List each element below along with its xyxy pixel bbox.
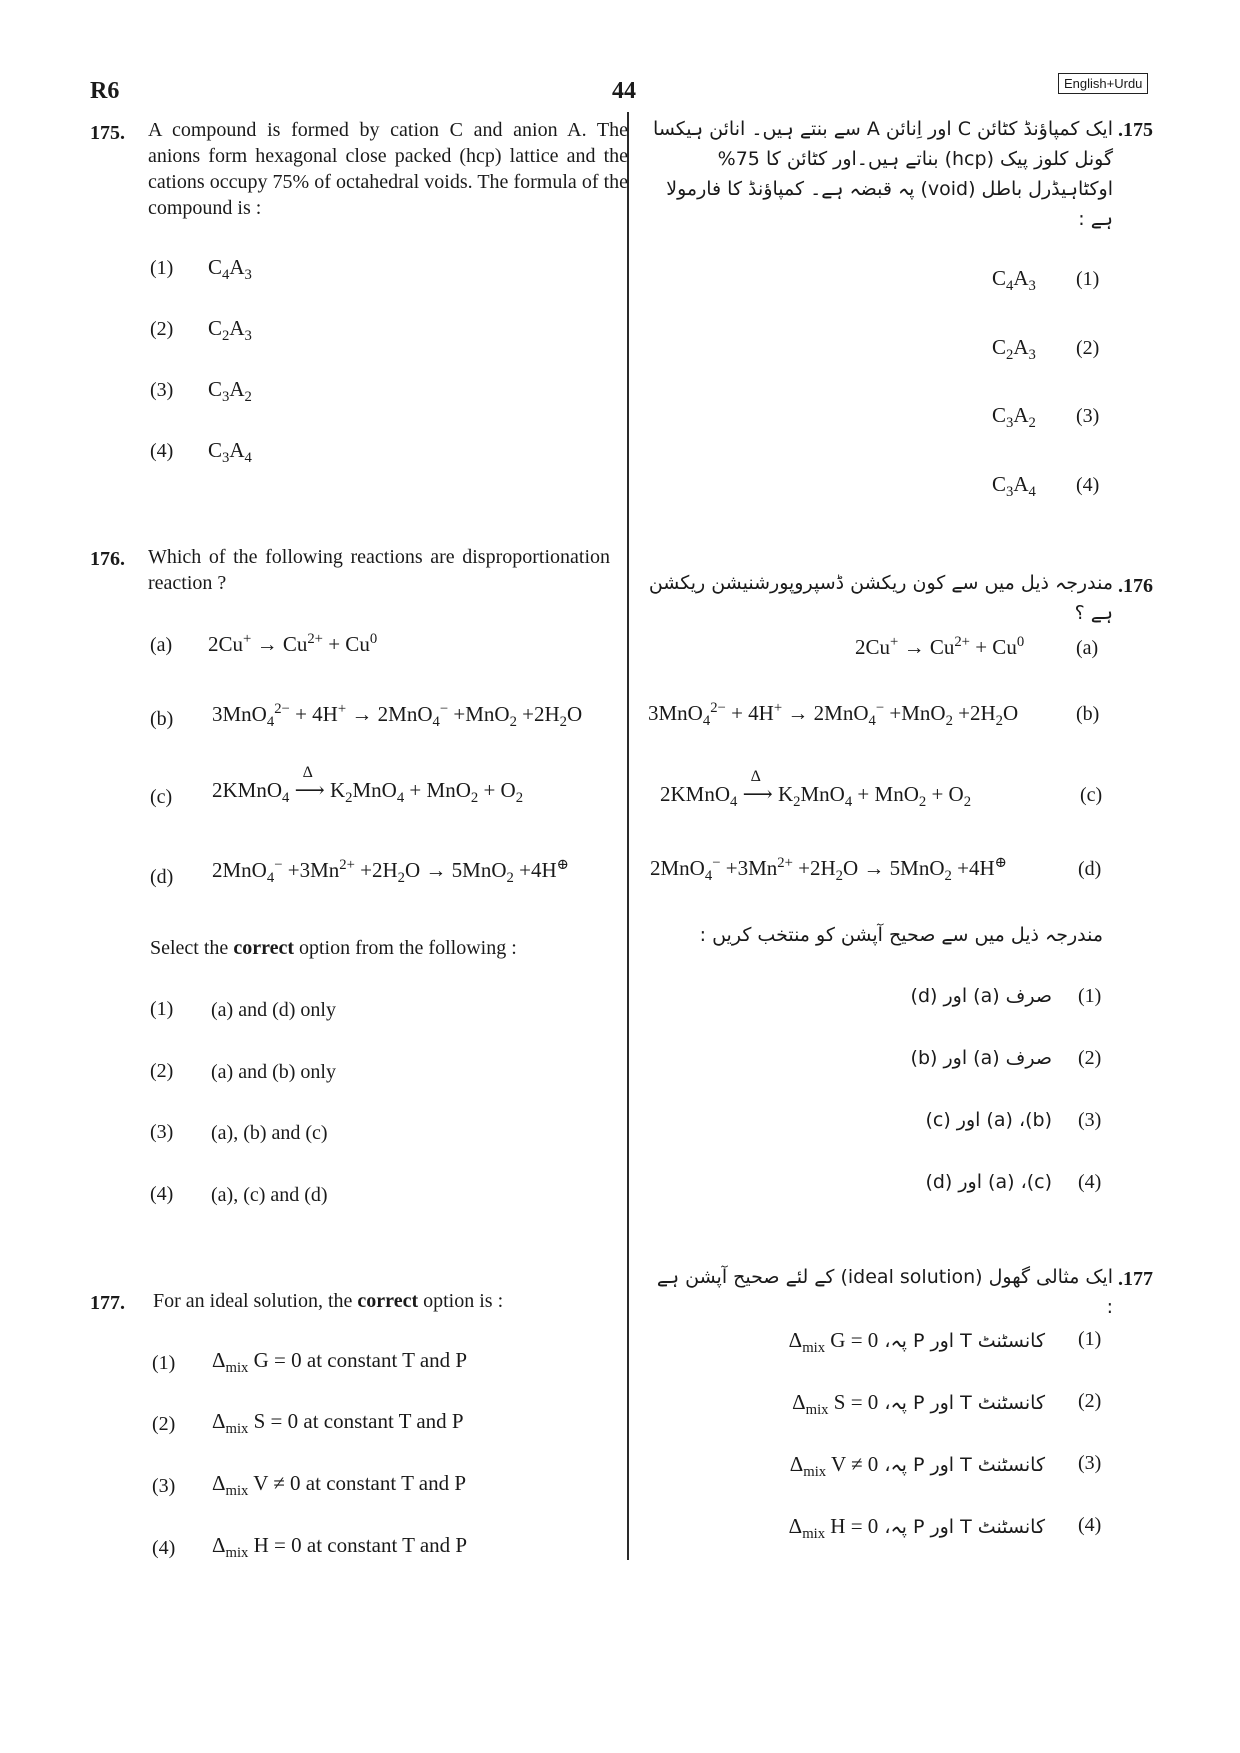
q176-urdu-opt2-value: صرف (a) اور (b)	[910, 1047, 1052, 1069]
q176-urdu-opt4-label: (4)	[1078, 1171, 1102, 1193]
q177-urdu-opt4-label: (4)	[1078, 1514, 1102, 1536]
q177-urdu-opt1-value: کانسٹنٹ T اور P پہ، $\Delta_{mix}$ G = 0	[788, 1328, 1045, 1357]
q176-urdu-reaction-a-label: (a)	[1076, 637, 1099, 659]
q177-urdu-opt4-value: کانسٹنٹ T اور P پہ، $\Delta_{mix}$ H = 0	[788, 1514, 1045, 1543]
q176-reaction-c: 2KMnO$_4$ Δ ⟶ $K_2MnO_4 + MnO_2 + O_2$	[212, 764, 524, 807]
q176-select-instruction: Select the correct option from the following :	[150, 937, 517, 959]
q177-opt4-label: (4)	[152, 1537, 176, 1559]
q176-number: 176.	[90, 548, 125, 570]
q177-urdu-opt3-label: (3)	[1078, 1452, 1102, 1474]
q175-urdu-opt1-label: (1)	[1076, 268, 1100, 290]
q175-opt1-value: $C_4A_3$	[208, 255, 252, 284]
q175-urdu-opt1-value: $C_4A_3$	[992, 266, 1036, 295]
q175-urdu-opt3-value: $C_3A_2$	[992, 403, 1036, 432]
q176-reaction-d: $2MnO_4^- +3Mn^{2+} +2H_2O \to 5MnO_2 +4H^\oplus$	[212, 857, 569, 887]
q175-opt4-label: (4)	[150, 440, 174, 462]
q176-opt3-value: (a), (b) and (c)	[211, 1122, 328, 1144]
q176-urdu-reaction-d-label: (d)	[1078, 858, 1102, 880]
q177-urdu-opt1-label: (1)	[1078, 1328, 1102, 1350]
q175-text: A compound is formed by cation C and anion A. The anions form hexagonal close packed (hcp) lattice and the cations occupy 75% of octahedral voids. The formula of the compound is :	[148, 119, 628, 219]
q176-urdu-number: .176	[1118, 575, 1153, 597]
q176-urdu-reaction-c-label: (c)	[1080, 784, 1103, 806]
q176-urdu-reaction-c: 2KMnO$_4$ Δ ⟶ $K_2MnO_4 + MnO_2 + O_2$	[660, 768, 972, 811]
q177-opt4-value: $\Delta_{mix}$ H = 0 at constant T and P	[212, 1533, 468, 1562]
q175-number: 175.	[90, 122, 125, 144]
q176-opt3-label: (3)	[150, 1121, 174, 1143]
q176-reaction-b-label: (b)	[150, 708, 174, 730]
q177-opt1-value: $\Delta_{mix}$ G = 0 at constant T and P	[212, 1348, 468, 1377]
q175-urdu-opt2-label: (2)	[1076, 337, 1100, 359]
q177-opt3-value: $\Delta_{mix}$ V ≠ 0 at constant T and P	[212, 1471, 467, 1500]
q176-urdu-select-instruction: مندرجہ ذیل میں سے صحیح آپشن کو منتخب کریں :	[699, 924, 1103, 946]
q175-urdu-number: .175	[1118, 119, 1153, 141]
q175-opt3-label: (3)	[150, 379, 174, 401]
q177-number: 177.	[90, 1292, 125, 1314]
q175-urdu-opt3-label: (3)	[1076, 405, 1100, 427]
column-divider	[627, 112, 629, 1560]
q175-opt2-label: (2)	[150, 318, 174, 340]
q177-urdu-number: .177	[1118, 1268, 1153, 1290]
q175-urdu-opt4-label: (4)	[1076, 474, 1100, 496]
q175-opt4-value: $C_3A_4$	[208, 438, 252, 467]
q175-urdu-opt2-value: $C_2A_3$	[992, 335, 1036, 364]
q176-urdu-reaction-a: $2Cu^+ \to Cu^{2+} + Cu^0$	[855, 634, 1025, 659]
q176-urdu-opt2-label: (2)	[1078, 1047, 1102, 1069]
q176-text: Which of the following reactions are disproportionation reaction ?	[148, 546, 610, 594]
language-badge: English+Urdu	[1058, 73, 1148, 94]
q177-urdu-opt3-value: کانسٹنٹ T اور P پہ، $\Delta_{mix}$ V ≠ 0	[789, 1452, 1045, 1481]
q177-opt2-label: (2)	[152, 1413, 176, 1435]
q177-urdu-opt2-label: (2)	[1078, 1390, 1102, 1412]
q177-text: For an ideal solution, the correct option is :	[153, 1290, 504, 1312]
q176-opt1-value: (a) and (d) only	[211, 999, 336, 1021]
q177-opt1-label: (1)	[152, 1352, 176, 1374]
q176-reaction-c-label: (c)	[150, 786, 173, 808]
q177-urdu-opt2-value: کانسٹنٹ T اور P پہ، $\Delta_{mix}$ S = 0	[792, 1390, 1045, 1419]
q176-urdu-reaction-d: $2MnO_4^- +3Mn^{2+} +2H_2O \to 5MnO_2 +4H^\oplus$	[650, 855, 1007, 885]
q176-urdu-text: مندرجہ ذیل میں سے کون ریکشن ڈسپروپورشنیشن ریکشن ہے ؟	[648, 572, 1113, 624]
q176-reaction-a: $2Cu^+ \to Cu^{2+} + Cu^0$	[208, 631, 378, 656]
q175-opt3-value: $C_3A_2$	[208, 377, 252, 406]
q175-urdu-text: ایک کمپاؤنڈ کٹائن C اور اِنائن A سے بنتے ہیں۔ انائن ہیکسا گونل کلوز پیک (hcp) بناتے ہیں۔اور کٹائن کا 75% اوکٹاہیڈرل باطل (void) پہ قبضہ ہے۔ کمپاؤنڈ کا فارمولا ہے :	[653, 118, 1113, 230]
q177-opt2-value: $\Delta_{mix}$ S = 0 at constant T and P	[212, 1409, 464, 1438]
q176-urdu-opt3-label: (3)	[1078, 1109, 1102, 1131]
q176-opt2-value: (a) and (b) only	[211, 1061, 336, 1083]
q176-opt2-label: (2)	[150, 1060, 174, 1082]
q176-urdu-reaction-b: $3MnO_4^{2-} + 4H^+ \to 2MnO_4^- +MnO_2 +2H_2O$	[648, 700, 1019, 730]
q176-urdu-opt4-value: (c)، (a) اور (d)	[925, 1171, 1052, 1193]
q176-reaction-d-label: (d)	[150, 866, 174, 888]
q176-urdu-opt1-label: (1)	[1078, 985, 1102, 1007]
q176-reaction-a-label: (a)	[150, 634, 173, 656]
q176-opt4-label: (4)	[150, 1183, 174, 1205]
page-number: 44	[612, 78, 636, 104]
q176-urdu-opt1-value: صرف (a) اور (d)	[910, 985, 1052, 1007]
q175-opt1-label: (1)	[150, 257, 174, 279]
booklet-code: R6	[90, 78, 120, 104]
q176-urdu-reaction-b-label: (b)	[1076, 703, 1100, 725]
q176-urdu-opt3-value: (b)، (a) اور (c)	[925, 1109, 1052, 1131]
q175-urdu-opt4-value: $C_3A_4$	[992, 472, 1036, 501]
q176-reaction-b: $3MnO_4^{2-} + 4H^+ \to 2MnO_4^- +MnO_2 +2H_2O$	[212, 701, 583, 731]
q177-opt3-label: (3)	[152, 1475, 176, 1497]
q176-opt1-label: (1)	[150, 998, 174, 1020]
q177-urdu-text: ایک مثالی گھول (ideal solution) کے لئے صحیح آپشن ہے :	[656, 1266, 1113, 1318]
q175-opt2-value: $C_2A_3$	[208, 316, 252, 345]
q176-opt4-value: (a), (c) and (d)	[211, 1184, 328, 1206]
